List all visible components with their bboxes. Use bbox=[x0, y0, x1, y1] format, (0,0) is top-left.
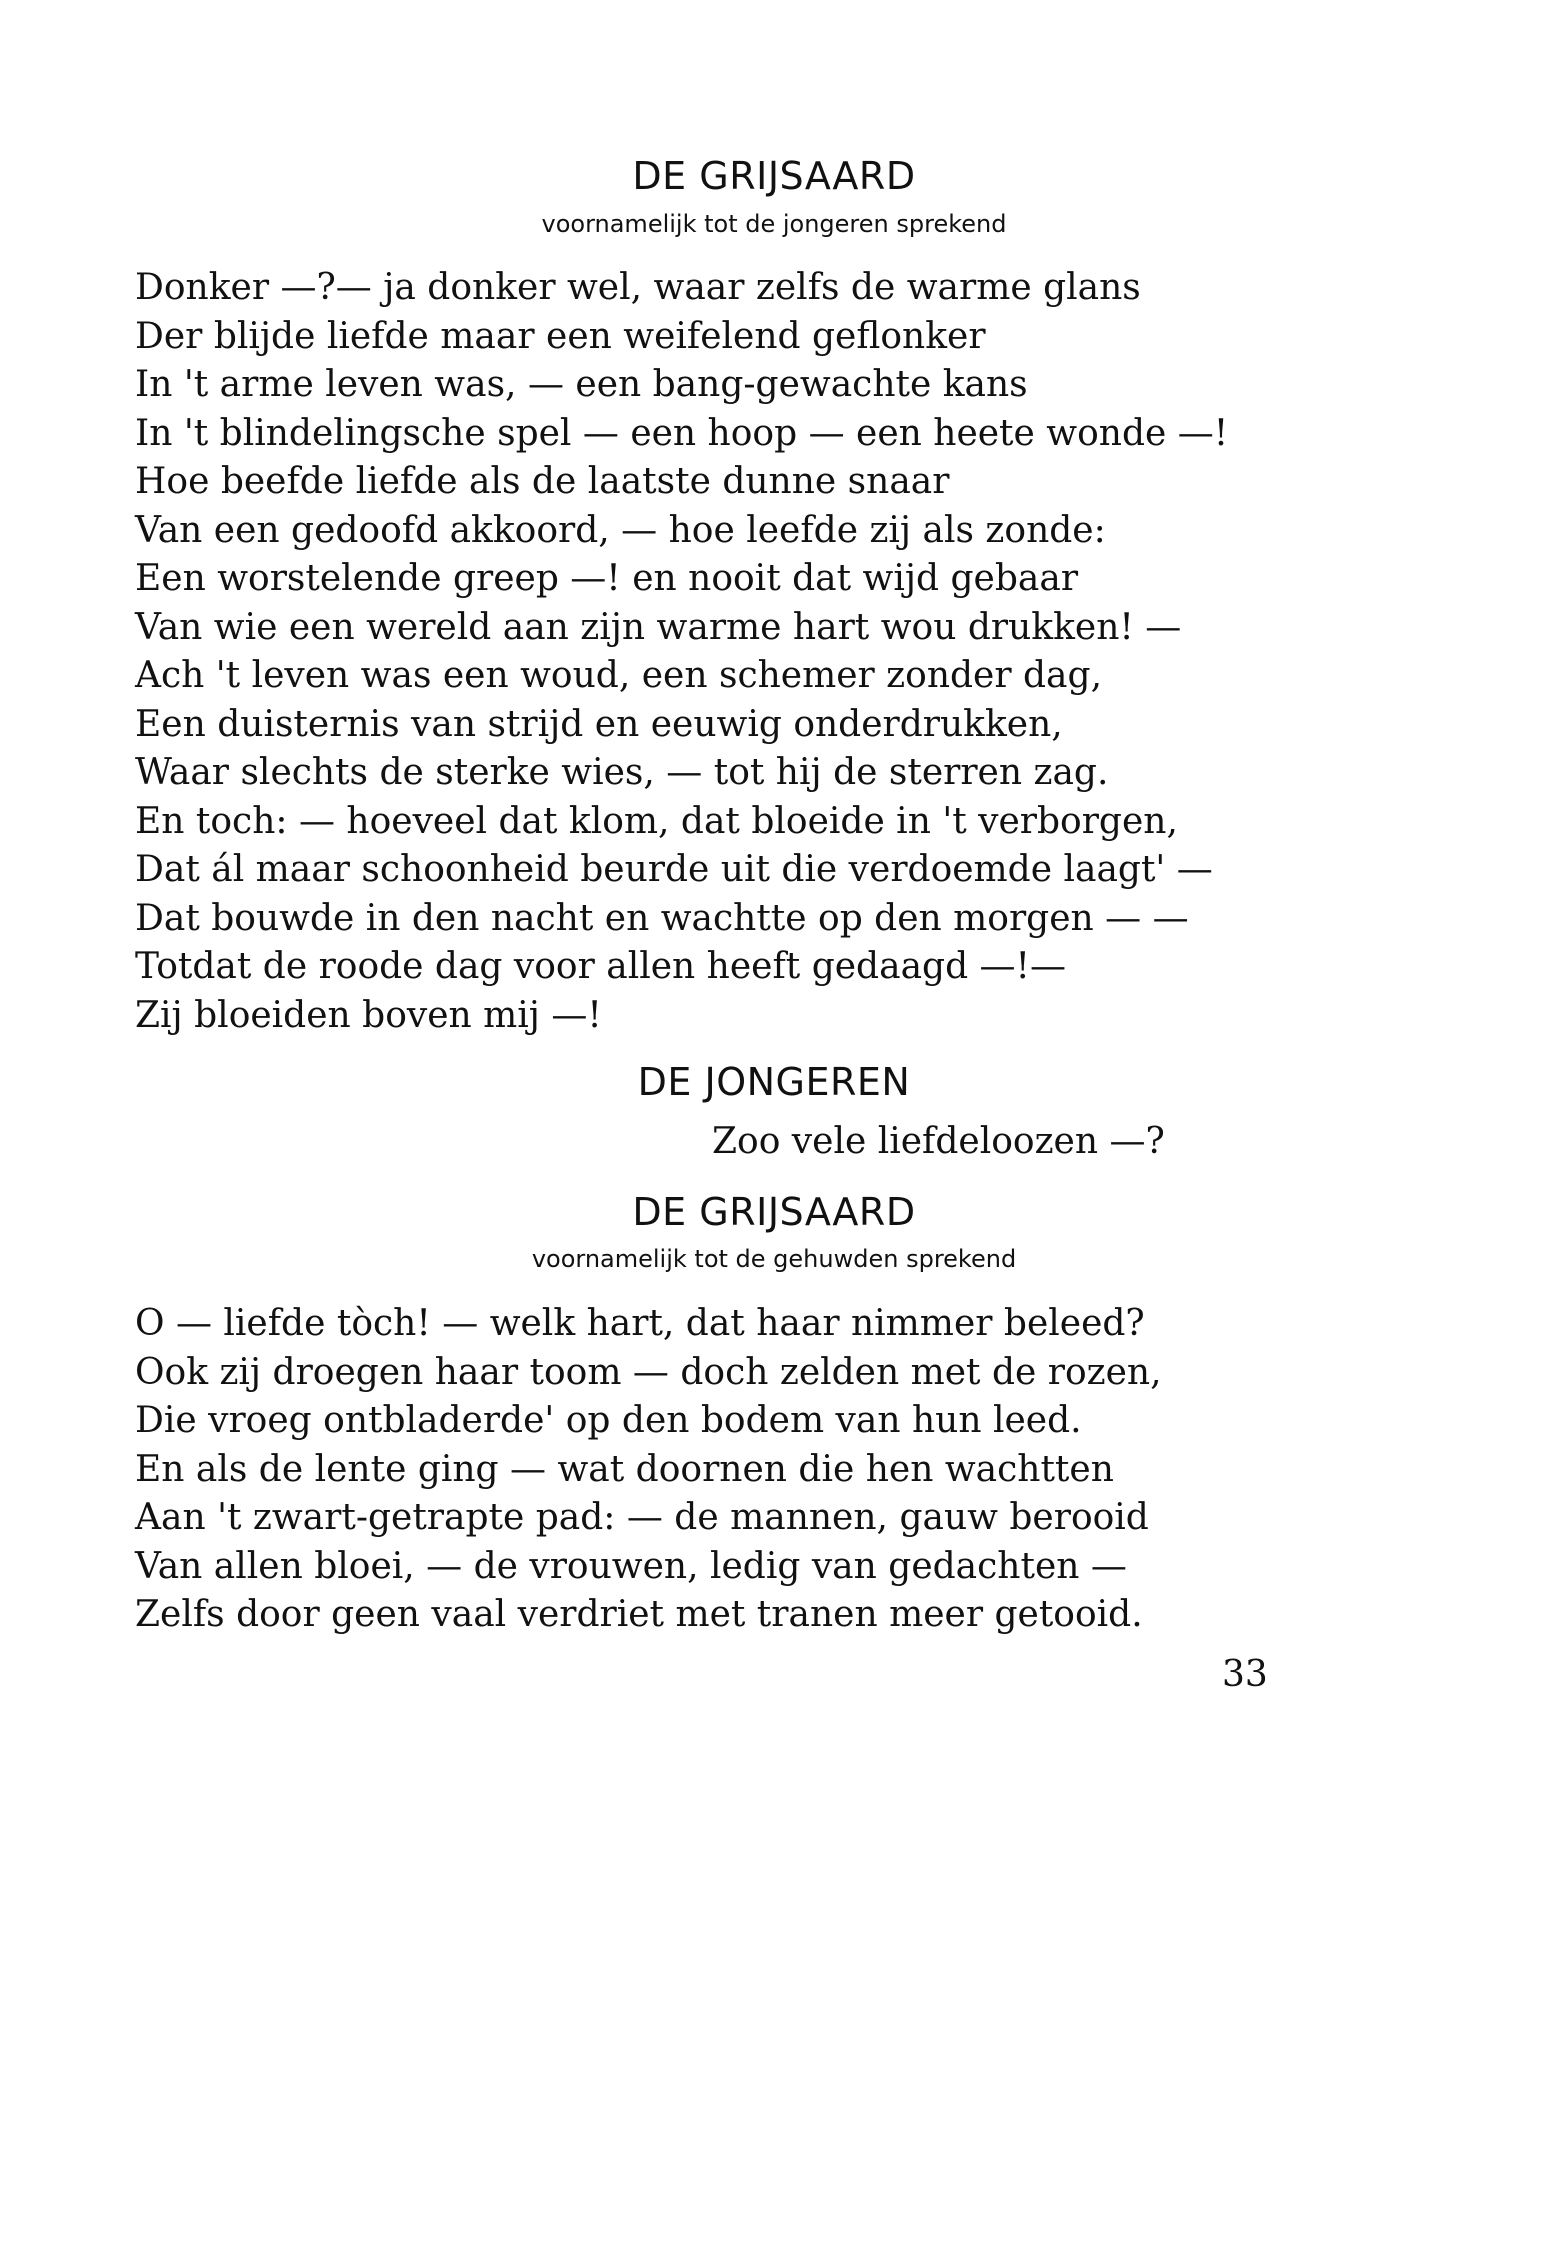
verse-line: Dat bouwde in den nacht en wachtte op den morgen — — bbox=[135, 897, 1189, 939]
stage-direction-1: voornamelijk tot de jongeren sprekend bbox=[541, 210, 1007, 238]
verse-line: Een worstelende greep —! en nooit dat wijd gebaar bbox=[135, 558, 1079, 599]
verse-line: Van een gedoofd akkoord, — hoe leefde zij als zonde: bbox=[135, 509, 1106, 551]
verse-line: Ach 't leven was een woud, een schemer zonder dag, bbox=[135, 655, 1103, 696]
verse-line: En als de lente ging — wat doornen die hen wachtten bbox=[135, 1448, 1114, 1490]
stage-direction-2: voornamelijk tot de gehuwden sprekend bbox=[531, 1245, 1017, 1273]
verse-line: Een duisternis van strijd en eeuwig onderdrukken, bbox=[135, 703, 1063, 745]
stanza-1 bbox=[135, 264, 1315, 1040]
verse-line: In 't arme leven was, — een bang-gewachte kans bbox=[135, 364, 1028, 405]
verse-line: Donker —?— ja donker wel, waar zelfs de warme glans bbox=[135, 267, 1141, 308]
verse-line: Der blijde liefde maar een weifelend geflonker bbox=[135, 315, 986, 357]
speaker-heading-grijsaard-2: DE GRIJSAARD bbox=[632, 1190, 916, 1234]
verse-line: O — liefde tòch! — welk hart, dat haar nimmer beleed? bbox=[135, 1303, 1145, 1344]
stanza-2 bbox=[135, 1300, 1315, 1640]
verse-line: Zij bloeiden boven mij —! bbox=[135, 994, 602, 1036]
verse-line: Ook zij droegen haar toom — doch zelden met de rozen, bbox=[135, 1351, 1162, 1393]
verse-line: Van wie een wereld aan zijn warme hart wou drukken! — bbox=[135, 606, 1182, 648]
verse-line: En toch: — hoeveel dat klom, dat bloeide in 't verborgen, bbox=[135, 800, 1178, 842]
verse-line: Totdat de roode dag voor allen heeft gedaagd —!— bbox=[135, 946, 1067, 987]
verse-line: Waar slechts de sterke wies, — tot hij de sterren zag. bbox=[135, 752, 1109, 793]
verse-line: In 't blindelingsche spel — een hoop — een heete wonde —! bbox=[135, 412, 1229, 454]
speaker-heading-jongeren: DE JONGEREN bbox=[637, 1060, 911, 1104]
verse-line: Aan 't zwart-getrapte pad: — de mannen, gauw berooid bbox=[135, 1497, 1149, 1538]
reply-line: Zoo vele liefdeloozen —? bbox=[712, 1121, 1165, 1162]
verse-line: Dat ál maar schoonheid beurde uit die verdoemde laagt' — bbox=[135, 849, 1213, 890]
speaker-heading-grijsaard-1: DE GRIJSAARD bbox=[632, 154, 916, 198]
verse-line: Zelfs door geen vaal verdriet met tranen meer getooid. bbox=[135, 1594, 1143, 1635]
verse-line: Die vroeg ontbladerde' op den bodem van hun leed. bbox=[135, 1400, 1082, 1441]
verse-line: Van allen bloei, — de vrouwen, ledig van gedachten — bbox=[135, 1545, 1127, 1587]
verse-line: Hoe beefde liefde als de laatste dunne snaar bbox=[135, 461, 950, 502]
page-number: 33 bbox=[1222, 1654, 1268, 1695]
